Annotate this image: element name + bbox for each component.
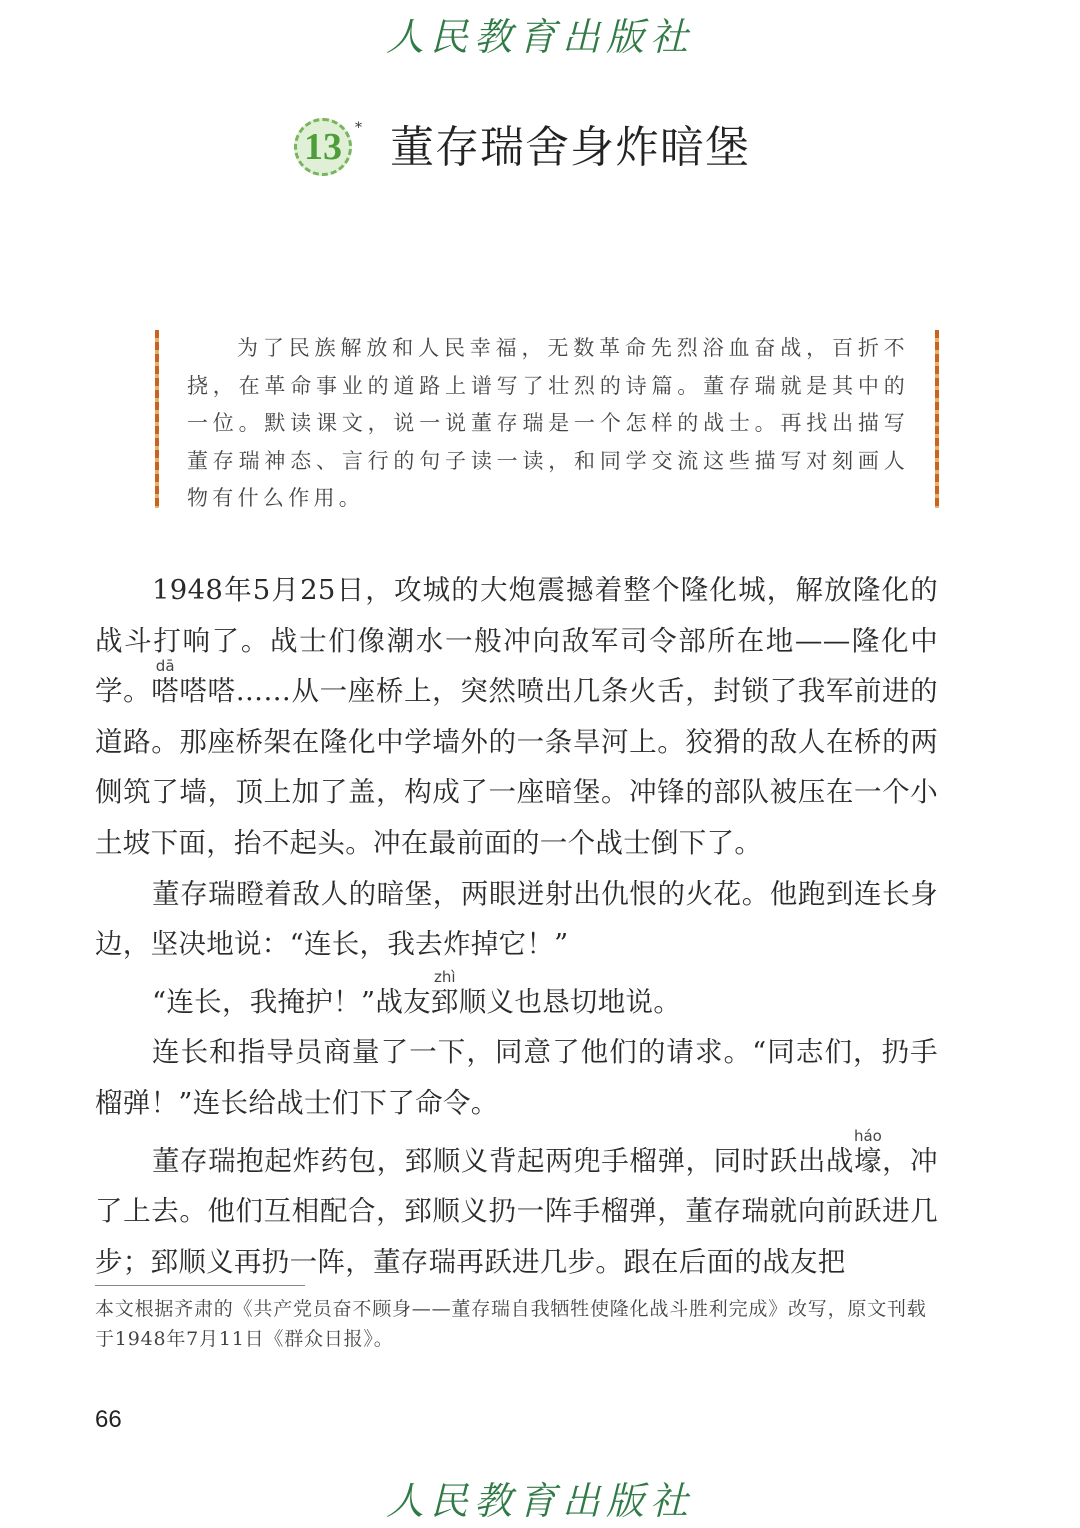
pinyin-annotation: 郅zhì [430,967,459,1018]
prompt-border-right [935,330,939,508]
page-number: 66 [95,1406,122,1433]
paragraph-3: “连长，我掩护！”战友郅zhì顺义也恳切地说。 [152,967,682,1018]
lesson-title: 董存瑞舍身炸暗堡 [390,122,750,173]
lesson-number: 13 [304,126,342,168]
lesson-body [95,565,938,1287]
reading-prompt-text: 为了民族解放和人民幸福，无数革命先烈浴血奋战，百折不挠，在革命事业的道路上谱写了壮烈的诗篇。董存瑞就是其中的一位。默读课文，说一说董存瑞是一个怎样的战士。再找出描写董存瑞神态、言行的句子读一读，和同学交流这些描写对刻画人物有什么作用。 [187,336,909,510]
pinyin-annotation: 嗒dā [151,657,180,708]
lesson-number-badge [294,118,352,176]
publisher-logo-top: 人民教育出版社 [385,15,694,59]
prompt-border-left [155,330,159,508]
pinyin-annotation: 壕háo [853,1126,882,1177]
paragraph-1: 1948年5月25日，攻城的大炮震撼着整个隆化城，解放隆化的战斗打响了。战士们像潮水一般冲向敌军司令部所在地——隆化中学。嗒dā嗒嗒……从一座桥上，突然喷出几条火舌，封锁了我军前进的道路。那座桥架在隆化中学墙外的一条旱河上。狡猾的敌人在桥的两侧筑了墙，顶上加了盖，构成了一座暗堡。冲锋的部队被压在一个小土坡下面，抬不起头。冲在最前面的一个战士倒下了。 [95,574,938,859]
paragraph-2: 董存瑞瞪着敌人的暗堡，两眼迸射出仇恨的火花。他跑到连长身边，坚决地说：“连长，我去炸掉它！” [95,877,938,961]
footnote-divider [95,1285,305,1286]
paragraph-5: 董存瑞抱起炸药包，郅顺义背起两兜手榴弹，同时跃出战壕háo，冲了上去。他们互相配合，郅顺义扔一阵手榴弹，董存瑞就向前跃进几步；郅顺义再扔一阵，董存瑞再跃进几步。跟在后面的战友把 [95,1126,938,1278]
paragraph-4: 连长和指导员商量了一下，同意了他们的请求。“同志们，扔手榴弹！”连长给战士们下了命令。 [95,1036,938,1119]
footnote: 本文根据齐肃的《共产党员奋不顾身——董存瑞自我牺牲使隆化战斗胜利完成》改写，原文刊载于1948年7月11日《群众日报》。 [95,1298,927,1350]
self-study-mark: * [355,120,362,136]
publisher-logo-bottom: 人民教育出版社 [385,1479,694,1523]
reading-prompt-box [155,330,939,508]
